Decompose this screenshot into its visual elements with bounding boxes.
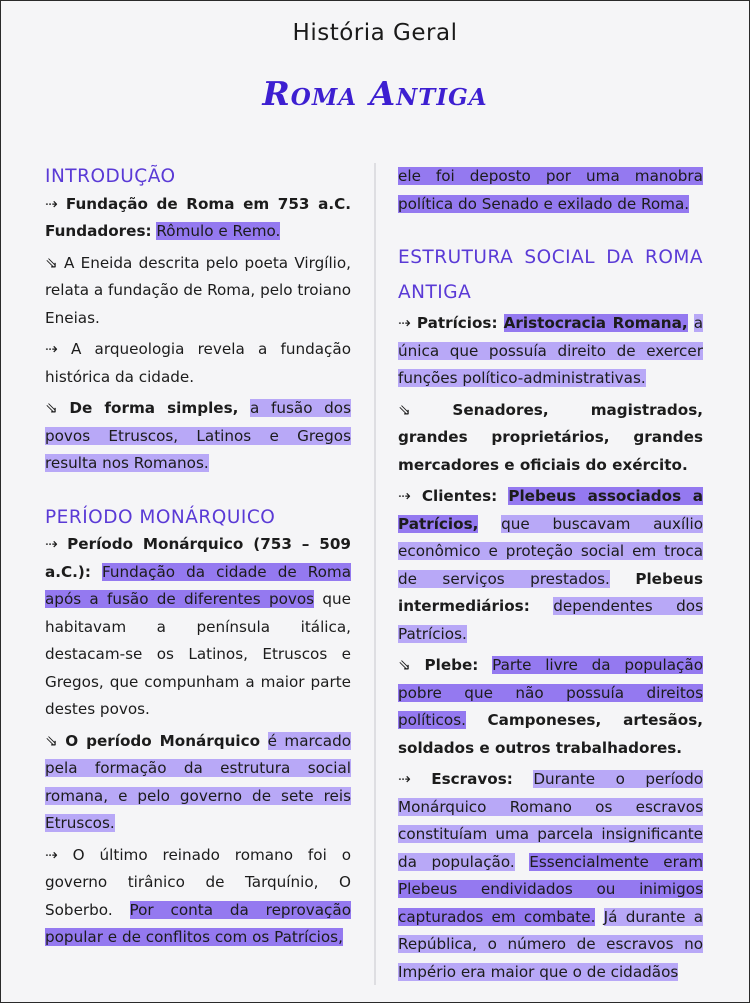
highlighted-bold-text: Aristocracia Romana, (503, 314, 688, 332)
left-column (45, 163, 351, 956)
highlighted-text: que buscavam auxílio econômico e proteção social em troca de serviços prestados. (398, 514, 703, 588)
paragraph-clientes (398, 483, 703, 648)
page-title: Roma Antiga (262, 74, 488, 113)
paragraph-periodo-monarquico (45, 531, 351, 724)
paragraph-eneida (45, 250, 351, 333)
bold-text: O período Monárquico (65, 731, 261, 750)
bold-text: De forma simples, (69, 399, 239, 417)
paragraph-marcado (45, 728, 351, 838)
bold-text: Plebeus intermediários: (398, 569, 703, 615)
highlighted-text: a única que possuía direito de exercer funções político-administrativas. (398, 314, 704, 387)
bold-text: Camponeses, artesãos, soldados e outros trabalhadores. (398, 711, 704, 757)
paragraph-forma-simples (45, 395, 351, 478)
paragraph-arqueologia (45, 336, 351, 391)
bold-text: Patrícios: (416, 314, 498, 332)
body-text: A arqueologia revela a fundação histórica da cidade. (45, 340, 351, 386)
right-arrow-icon: ⇢ (45, 340, 58, 358)
diagonal-arrow-icon: ⇘ (45, 731, 58, 750)
highlighted-text: Rômulo e Remo. (156, 222, 281, 240)
paragraph-escravos (398, 766, 703, 986)
highlighted-text: Já durante a República, o número de escravos no Império era maior que o de cidadãos (398, 907, 703, 981)
paragraph-deposto (398, 163, 703, 218)
highlighted-text: Fundação da cidade de Roma após a fusão de diferentes povos (45, 562, 351, 608)
highlighted-text: a fusão dos povos Etruscos, Latinos e Gregos resulta nos Romanos. (45, 399, 351, 472)
body-text: que habitavam a península itálica, destacam-se os Latinos, Etruscos e Gregos, que compunham a maior parte destes povos. (45, 590, 351, 718)
right-arrow-icon: ⇢ (398, 770, 411, 788)
right-arrow-icon: ⇢ (398, 487, 411, 505)
highlighted-text: Essencialmente eram Plebeus endividados ou inimigos capturados em combate. (398, 852, 703, 926)
right-arrow-icon: ⇢ (45, 535, 58, 553)
highlighted-bold-text: Plebeus associados a Patrícios, (398, 487, 703, 533)
diagonal-arrow-icon: ⇘ (398, 656, 411, 674)
paragraph-patricios (398, 310, 703, 393)
highlighted-text: Parte livre da população pobre que não possuía direitos políticos. (398, 656, 703, 729)
diagonal-arrow-icon: ⇘ (45, 399, 58, 417)
right-arrow-icon: ⇢ (45, 845, 58, 864)
paragraph-fundacao (45, 191, 351, 246)
bold-text: Escravos: (431, 770, 513, 788)
highlighted-text: Por conta da reprovação popular e de conflitos com os Patrícios, (45, 900, 351, 946)
bold-text: Clientes: (421, 487, 498, 505)
paragraph-ultimo-reinado (45, 842, 351, 952)
highlighted-text: é marcado pela formação da estrutura social romana, e pelo governo de sete reis Etruscos. (45, 731, 352, 832)
bold-text: Fundação de Roma em 753 a.C. Fundadores: (45, 194, 352, 240)
body-text: O último reinado romano foi o governo tirânico de Tarquínio, O Soberbo. (45, 845, 351, 919)
highlighted-text: Durante o período Monárquico Romano os escravos constituíam uma parcela insignificante da população. (398, 770, 704, 871)
section-heading-estrutura-social: ESTRUTURA SOCIAL DA ROMA ANTIGA (398, 247, 703, 303)
paragraph-senadores (398, 397, 703, 480)
right-arrow-icon: ⇢ (398, 314, 411, 332)
section-heading-periodo-monarquico: PERÍODO MONÁRQUICO (45, 506, 276, 528)
highlighted-text: dependentes dos Patrícios. (398, 597, 703, 643)
body-text: A Eneida descrita pelo poeta Virgílio, relata a fundação de Roma, pelo troiano Eneias. (45, 253, 352, 327)
subject-title: História Geral (292, 20, 458, 46)
bold-text: Plebe: (424, 656, 479, 674)
highlighted-text: ele foi deposto por uma manobra política do Senado e exilado de Roma. (398, 167, 703, 213)
section-heading-introducao: INTRODUÇÃO (45, 166, 176, 187)
right-arrow-icon: ⇢ (45, 194, 58, 213)
diagonal-arrow-icon: ⇘ (45, 253, 58, 272)
right-column (398, 163, 703, 990)
bold-text: Período Monárquico (753 – 509 a.C.): (45, 535, 351, 581)
column-divider (374, 163, 376, 985)
paragraph-plebe (398, 652, 703, 762)
diagonal-arrow-icon: ⇘ (398, 400, 411, 419)
bold-text: Senadores, magistrados, grandes proprietários, grandes mercadores e oficiais do exército. (398, 400, 704, 474)
